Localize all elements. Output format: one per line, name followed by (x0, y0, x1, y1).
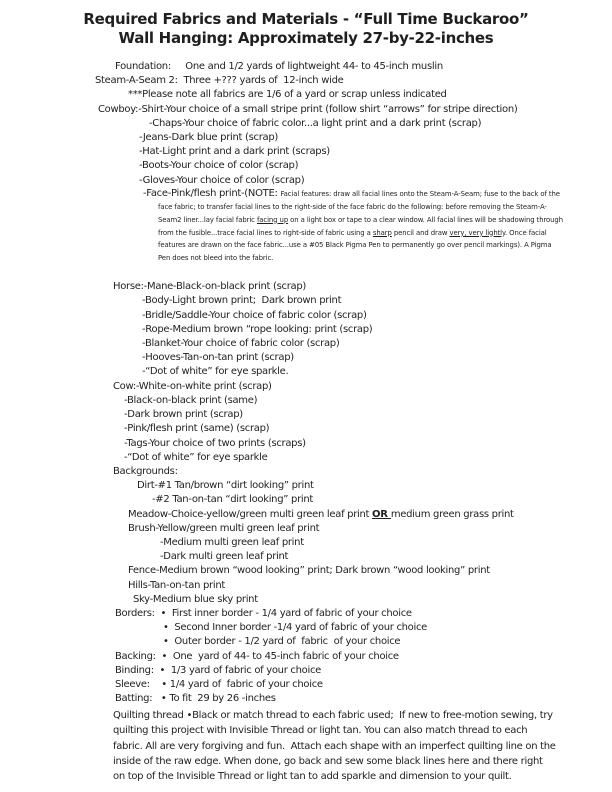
text-run: -Pink/flesh print (same) (scrap) (124, 423, 270, 435)
line-bg-brush-medium (160, 536, 612, 550)
text-run: -Tags-Your choice of two prints (scraps) (124, 437, 306, 449)
text-run: -Dark multi green leaf print (160, 551, 289, 563)
title-line-2: Wall Hanging: Approximately 27-by-22-inches (118, 29, 494, 47)
text-run: Facial features: draw all facial lines onto the Steam-A-Seam; fuse to the back of the face fabric; to transfer facial lines to the right-side of the face fabric do the following: before removing the Steam-A-Seam2 liner...lay facial fabric (158, 189, 562, 224)
line-horse-mane (113, 280, 612, 294)
text-run: Sleeve: • 1/4 yard of fabric of your choice (115, 678, 323, 690)
text-run: -Hat-Light print and a dark print (scraps) (139, 146, 330, 158)
text-run: -Gloves-Your choice of color (scrap) (139, 174, 305, 186)
para-quilting-thread (113, 708, 559, 783)
text-run: -“Dot of white” for eye sparkle (124, 451, 268, 463)
text-run: -Hooves-Tan-on-tan print (scrap) (142, 352, 294, 364)
text-run: -Body-Light brown print; Dark brown print (142, 295, 342, 307)
text-run: Fence-Medium brown “wood looking” print; Dark brown “wood looking” print (128, 565, 490, 577)
text-run: -Chaps-Your choice of fabric color...a light print and a dark print (scrap) (149, 117, 482, 129)
line-batting (115, 692, 612, 706)
text-run: -Jeans-Dark blue print (scrap) (139, 132, 279, 144)
text-run: -Dark brown print (scrap) (124, 409, 243, 421)
text-run: -“Dot of white” for eye sparkle. (142, 366, 289, 378)
line-borders-second (163, 621, 612, 635)
text-run: -#2 Tan-on-tan “dirt looking” print (152, 494, 314, 506)
line-bg-brush-dark (160, 550, 612, 564)
text-run: -Rope-Medium brown “rope looking: print (scrap) (142, 323, 373, 335)
line-foundation (115, 60, 612, 74)
text-run: Hills-Tan-on-tan print (128, 579, 225, 591)
line-cow-brown (124, 408, 612, 422)
text-run: Backgrounds: (113, 465, 178, 477)
text-run: -Face-Pink/flesh print-(NOTE: (143, 187, 281, 199)
text-run: Cow:-White-on-white print (scrap) (113, 380, 272, 392)
line-bg-dirt2 (152, 493, 612, 507)
line-horse-rope (142, 323, 612, 337)
line-horse-blanket (142, 337, 612, 351)
title-line-1: Required Fabrics and Materials - “Full Time Buckaroo” (83, 10, 529, 28)
text-run: -Black-on-black print (same) (124, 394, 258, 406)
line-borders-outer (163, 635, 612, 649)
text-run: Horse:-Mane-Black-on-black print (scrap) (113, 281, 306, 293)
text-run: -Boots-Your choice of color (scrap) (139, 160, 299, 172)
line-cow-eye (124, 451, 612, 465)
line-horse-bridle (142, 309, 612, 323)
text-run: Steam-A-Seam 2: Three +??? yards of 12-inch wide (95, 75, 344, 87)
line-steam-a-seam (95, 74, 612, 88)
line-horse-eye (142, 365, 612, 379)
line-cowboy-hat (139, 145, 612, 159)
gap-before-horse (0, 265, 612, 280)
line-cowboy-boots (139, 159, 612, 173)
line-borders-first (115, 607, 612, 621)
text-run: Meadow-Choice-yellow/green multi green leaf print (128, 508, 373, 520)
line-backing (115, 650, 612, 664)
text-run: medium green grass print (390, 508, 514, 520)
line-backgrounds-header (113, 465, 612, 479)
text-run: Backing: • One yard of 44- to 45-inch fabric of your choice (115, 650, 399, 662)
text-run: very, very lightly (449, 228, 505, 237)
text-run: Sky-Medium blue sky print (133, 593, 258, 605)
line-cow-white (113, 380, 612, 394)
line-binding (115, 664, 612, 678)
line-cow-tags (124, 437, 612, 451)
text-run: Cowboy:-Shirt-Your choice of a small stripe print (follow shirt “arrows” for stripe direction) (98, 103, 518, 115)
text-run: Foundation: One and 1/2 yards of lightweight 44- to 45-inch muslin (115, 61, 443, 72)
text-run: facing up (256, 215, 289, 224)
line-bg-fence (128, 564, 612, 578)
text-run: Quilting thread •Black or match thread to each fabric used; If new to free-motion sewing, try quilting this project with Invisible Thread or light tan. You can also match thread to each fabric. All are very forgiving and fun. Attach each shape with an imperfect quilting line on the inside of the raw edge. When done, go back and sew some black lines here and there right on top of the Invisible Thread or light tan to add sparkle and dimension to your quilt. (113, 710, 559, 782)
line-cowboy-jeans (139, 131, 612, 145)
text-run: sharp (372, 228, 392, 237)
text-run: • Second Inner border -1/4 yard of fabric of your choice (163, 622, 428, 634)
text-run: ***Please note all fabrics are 1/6 of a yard or scrap unless indicated (128, 89, 447, 101)
line-bg-dirt1 (137, 479, 612, 493)
line-bg-brush (128, 522, 612, 536)
line-bg-meadow (128, 508, 612, 522)
line-cowboy-gloves (139, 174, 612, 188)
line-please-note (128, 88, 612, 102)
text-run: Dirt-#1 Tan/brown “dirt looking” print (137, 480, 314, 492)
text-run: Batting: • To fit 29 by 26 -inches (115, 693, 276, 705)
line-bg-sky (133, 593, 612, 607)
text-run: -Bridle/Saddle-Your choice of fabric color (scrap) (142, 309, 367, 321)
line-cowboy-shirt (98, 103, 612, 117)
text-run: Binding: • 1/3 yard of fabric of your choice (115, 664, 321, 676)
text-run: • Outer border - 1/2 yard of fabric of your choice (163, 636, 401, 648)
line-bg-hills (128, 579, 612, 593)
text-run: Borders: • First inner border - 1/4 yard of fabric of your choice (115, 607, 412, 619)
line-cow-black (124, 394, 612, 408)
text-run: -Blanket-Your choice of fabric color (scrap) (142, 338, 340, 350)
line-sleeve (115, 678, 612, 692)
text-run: OR (372, 508, 391, 520)
line-horse-hooves (142, 351, 612, 365)
text-run: Brush-Yellow/green multi green leaf print (128, 522, 320, 534)
text-run: pencil and draw (391, 228, 450, 237)
text-run: . Once facial features are drawn on the face fabric...use a #05 Black Pigma Pen to permanently go over pencil markings). A Pigma Pen does not bleed into the fabric. (158, 228, 554, 263)
page-title (0, 0, 612, 48)
line-cowboy-chaps (149, 117, 612, 131)
line-cow-pink (124, 422, 612, 436)
line-cowboy-face-note (143, 187, 566, 265)
line-horse-body (142, 294, 612, 308)
text-run: on a light box or tape to a clear window. All facial lines will be shadowing through from the fusible...trace facial lines to right-side of fabric using a (158, 215, 566, 237)
document-body (0, 60, 612, 784)
text-run: -Medium multi green leaf print (160, 536, 304, 548)
